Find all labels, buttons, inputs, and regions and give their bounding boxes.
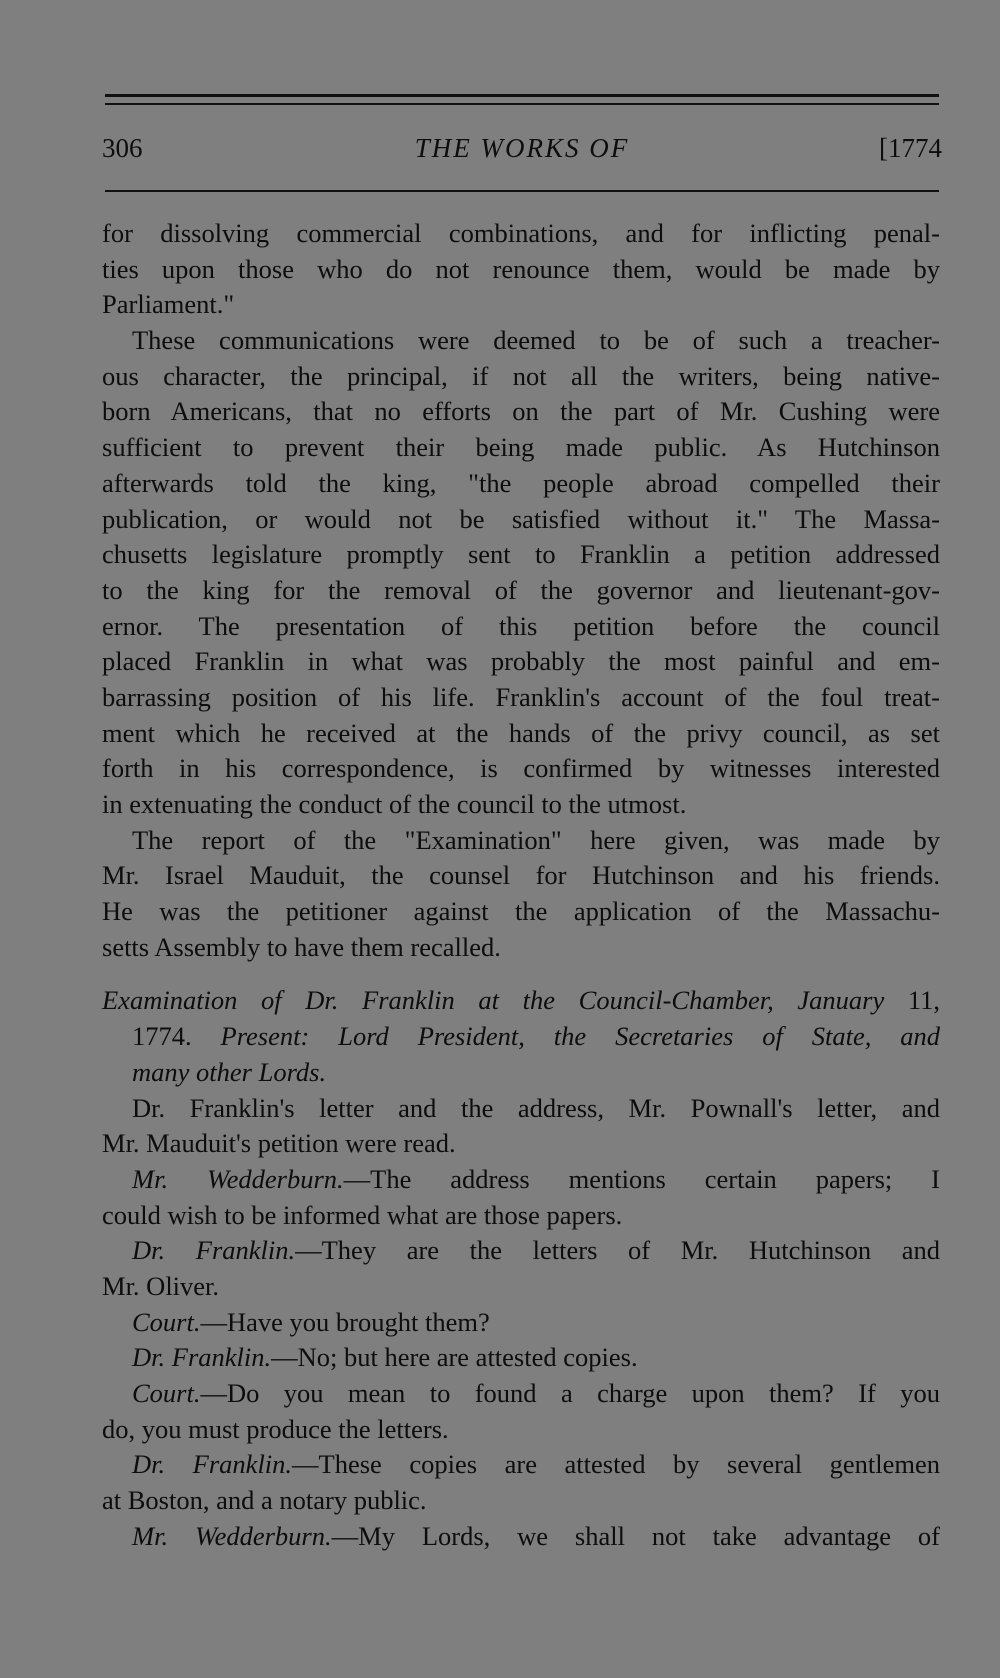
text-line: Mr. Oliver.	[102, 1270, 220, 1301]
text-line: for dissolving commercial combinations, and for inflicting penal-	[102, 218, 940, 248]
examination-heading-line: Examination of Dr. Franklin at the Council-Chamber, January 11,	[102, 985, 940, 1016]
body-text	[102, 216, 940, 1554]
dialogue-line: Mr. Wedderburn.—My Lords, we shall not take advantage of	[132, 1520, 940, 1551]
text-line: These communications were deemed to be of such a treacher-	[132, 325, 940, 356]
dialogue-line: Court.—Do you mean to found a charge upon them? If you	[132, 1378, 940, 1408]
text-line: setts Assembly to have them recalled.	[102, 931, 501, 962]
dialogue-line: Court.—Have you brought them?	[132, 1306, 490, 1337]
dialogue-line: Dr. Franklin.—These copies are attested by several gentlemen	[132, 1449, 940, 1480]
examination-heading-line: many other Lords.	[132, 1056, 327, 1087]
speaker: Court.	[132, 1306, 201, 1337]
text-line: at Boston, and a notary public.	[102, 1485, 427, 1516]
text-line: ment which he received at the hands of the privy council, as set	[102, 717, 940, 748]
text-line: publication, or would not be satisfied without it." The Massa-	[102, 503, 940, 534]
text-line: ties upon those who do not renounce them, would be made by	[102, 253, 940, 284]
text-line: afterwards told the king, "the people abroad compelled their	[102, 467, 940, 498]
text-line: He was the petitioner against the application of the Massachu-	[102, 896, 940, 927]
page-number: 306	[102, 133, 143, 163]
text-line: barrassing position of his life. Franklin's account of the foul treat-	[102, 681, 940, 712]
text-line: sufficient to prevent their being made public. As Hutchinson	[102, 432, 940, 463]
header-year: [1774	[879, 133, 942, 163]
text-line: forth in his correspondence, is confirmed by witnesses interested	[102, 753, 940, 784]
text-line: Mr. Mauduit's petition were read.	[102, 1128, 456, 1159]
section-gap	[102, 965, 940, 983]
text-line: ous character, the principal, if not all the writers, being native-	[102, 360, 940, 391]
running-header	[102, 133, 942, 173]
text-line: in extenuating the conduct of the council to the utmost.	[102, 789, 687, 819]
text-line: placed Franklin in what was probably the most painful and em-	[102, 646, 940, 677]
text-line: Parliament."	[102, 289, 235, 320]
dialogue-line: Mr. Wedderburn.—The address mentions certain papers; I	[132, 1163, 940, 1194]
speaker: Dr. Franklin.	[132, 1235, 296, 1266]
header-double-rule-bottom	[105, 103, 939, 105]
text-line: Dr. Franklin's letter and the address, Mr. Pownall's letter, and	[132, 1092, 940, 1123]
speaker: Mr. Wedderburn.	[132, 1163, 344, 1194]
speaker: Mr. Wedderburn.	[132, 1520, 332, 1551]
dialogue-line: Dr. Franklin.—No; but here are attested copies.	[132, 1342, 638, 1373]
text-line: do, you must produce the letters.	[102, 1413, 449, 1444]
speaker: Dr. Franklin.	[132, 1449, 293, 1480]
header-underline	[105, 190, 939, 192]
text-line: chusetts legislature promptly sent to Franklin a petition addressed	[102, 539, 940, 570]
header-double-rule-top	[105, 94, 939, 97]
speaker: Dr. Franklin.	[132, 1342, 272, 1373]
text-line: Mr. Israel Mauduit, the counsel for Hutchinson and his friends.	[102, 860, 940, 891]
text-line: could wish to be informed what are those papers.	[102, 1199, 623, 1230]
running-title: THE WORKS OF	[414, 133, 630, 163]
examination-heading-line: 1774. Present: Lord President, the Secretaries of State, and	[132, 1021, 940, 1052]
text-line: ernor. The presentation of this petition before the council	[102, 610, 940, 641]
text-line: to the king for the removal of the governor and lieutenant-gov-	[102, 574, 940, 605]
dialogue-line: Dr. Franklin.—They are the letters of Mr. Hutchinson and	[132, 1235, 940, 1266]
text-line: born Americans, that no efforts on the part of Mr. Cushing were	[102, 396, 940, 427]
speaker: Court.	[132, 1378, 201, 1408]
text-line: The report of the "Examination" here given, was made by	[132, 824, 940, 855]
